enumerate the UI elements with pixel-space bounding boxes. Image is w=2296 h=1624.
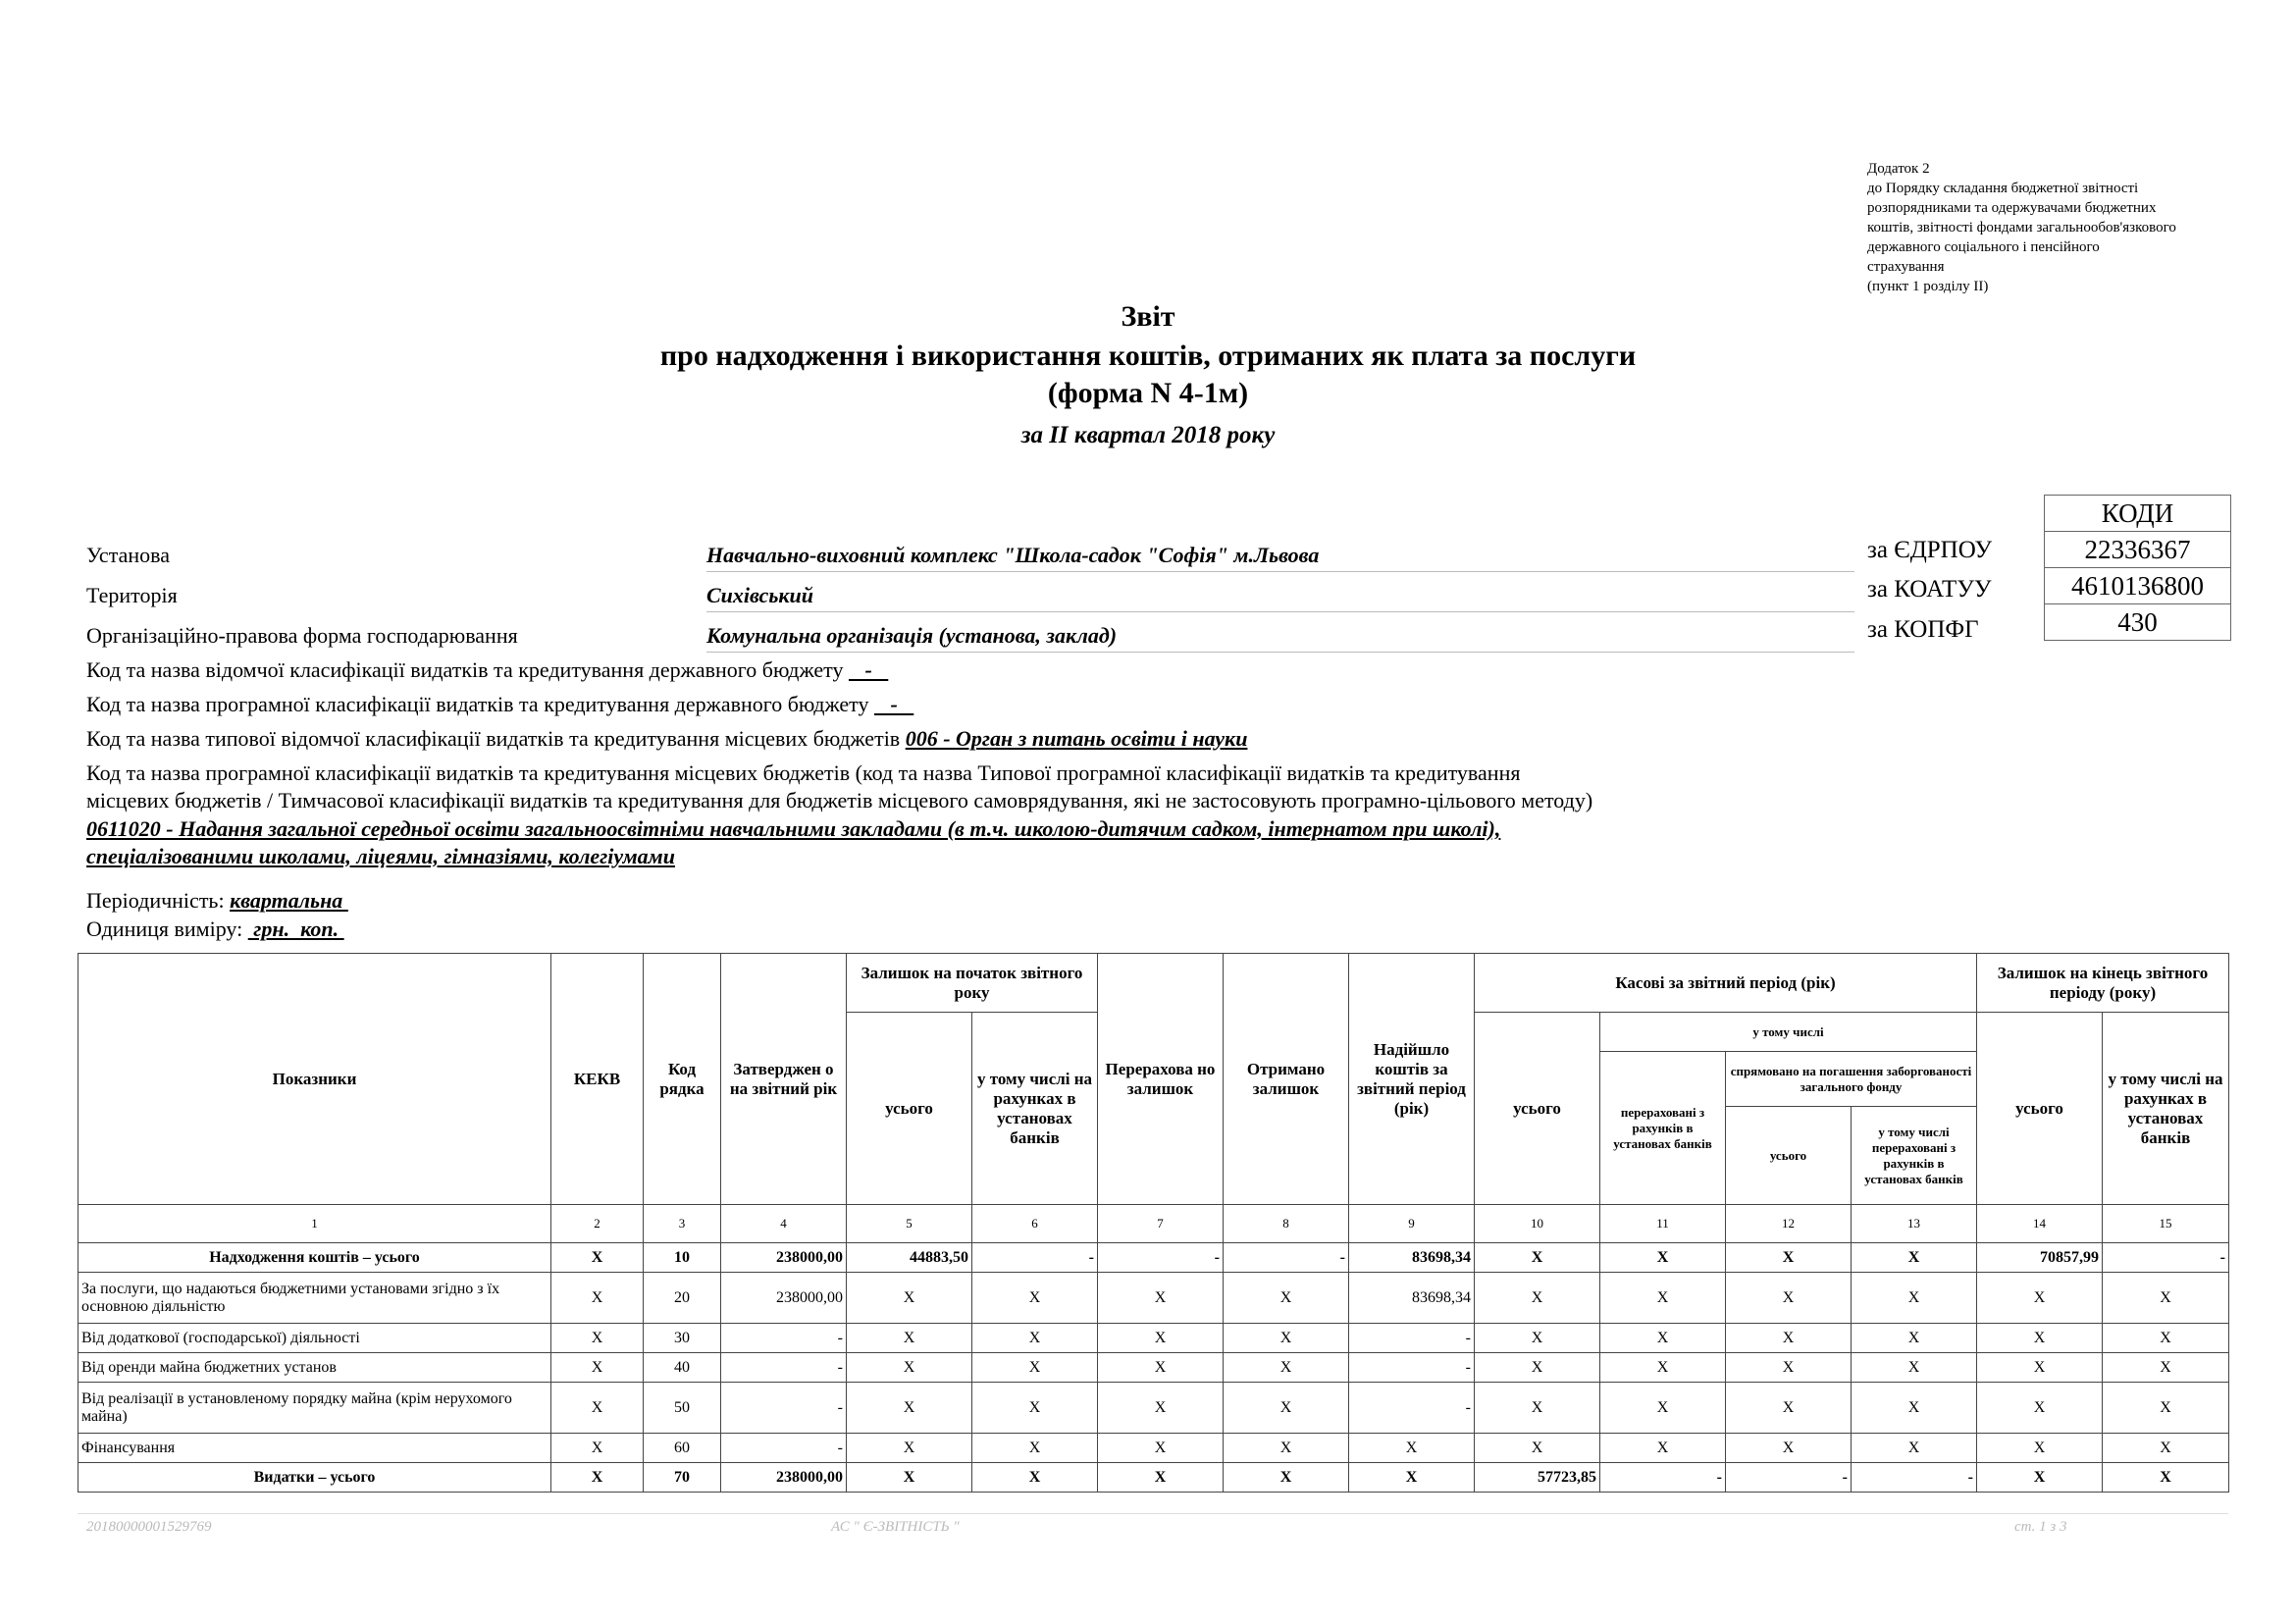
- table-cell: Х: [551, 1463, 644, 1493]
- table-cell: Х: [1098, 1463, 1224, 1493]
- table-row: [78, 1463, 2229, 1493]
- table-cell: Х: [1977, 1383, 2103, 1434]
- table-cell: -: [721, 1324, 847, 1353]
- column-number: 2: [551, 1205, 644, 1243]
- table-cell: Х: [972, 1324, 1098, 1353]
- header-start-total: усього: [847, 1013, 972, 1205]
- kopfg-code: 430: [2045, 604, 2231, 641]
- table-cell: 10: [644, 1243, 721, 1273]
- table-cell: Х: [1098, 1383, 1224, 1434]
- table-cell: Х: [1224, 1434, 1349, 1463]
- row-label: Надходження коштів – усього: [78, 1243, 551, 1273]
- table-cell: 83698,34: [1349, 1273, 1475, 1324]
- table-row: [78, 1434, 2229, 1463]
- footer-doc-id: 20180000001529769: [86, 1519, 212, 1535]
- report-title: Звіт: [1121, 300, 1175, 333]
- column-number: 1: [78, 1205, 551, 1243]
- edrpou-code: 22336367: [2045, 532, 2231, 568]
- codes-table: [2044, 495, 2231, 641]
- unit-label: Одиниця виміру:: [86, 917, 243, 941]
- column-number: 6: [972, 1205, 1098, 1243]
- appendix-line: до Порядку складання бюджетної звітності: [1867, 181, 2139, 196]
- table-cell: Х: [551, 1273, 644, 1324]
- local-prog-line-2: місцевих бюджетів / Тимчасової класифікації видатків та кредитування для бюджетів місцевого самоврядування, які не застосовують програмно-цільового методу): [86, 788, 1593, 812]
- table-cell: Х: [847, 1383, 972, 1434]
- footer-system: АС " Є-ЗВІТНІСТЬ ": [831, 1519, 960, 1535]
- table-cell: Х: [2103, 1273, 2229, 1324]
- table-cell: Х: [2103, 1383, 2229, 1434]
- territory-label: Територія: [86, 583, 178, 607]
- column-numbers-row: [78, 1205, 2229, 1243]
- local-prog-value-1: 0611020 - Надання загальної середньої освіти загальноосвітніми навчальними закладами (в т.ч. школою-дитячим садком, інтернатом при школі),: [86, 816, 1501, 841]
- header-transferred-banks: перераховані з рахунків в установах банків: [1600, 1052, 1726, 1205]
- codes-header: КОДИ: [2045, 496, 2231, 532]
- table-cell: Х: [1726, 1434, 1852, 1463]
- state-dept-label: Код та назва відомчої класифікації видатків та кредитування державного бюджету: [86, 657, 844, 682]
- table-cell: Х: [1224, 1383, 1349, 1434]
- appendix-line: коштів, звітності фондами загальнообов'язкового: [1867, 220, 2176, 236]
- table-cell: Х: [972, 1273, 1098, 1324]
- state-dept-value: -: [848, 657, 889, 682]
- local-prog-value-2: спеціалізованими школами, ліцеями, гімназіями, колегіумами: [86, 844, 675, 868]
- header-end-total: усього: [1977, 1013, 2103, 1205]
- table-cell: Х: [847, 1463, 972, 1493]
- table-cell: Х: [1977, 1353, 2103, 1383]
- table-cell: Х: [1726, 1324, 1852, 1353]
- column-number: 11: [1600, 1205, 1726, 1243]
- table-cell: 238000,00: [721, 1273, 847, 1324]
- table-cell: 83698,34: [1349, 1243, 1475, 1273]
- report-period: за ІІ квартал 2018 року: [1020, 422, 1276, 448]
- table-cell: -: [1224, 1243, 1349, 1273]
- column-number: 9: [1349, 1205, 1475, 1243]
- table-cell: Х: [1977, 1273, 2103, 1324]
- table-cell: Х: [1852, 1324, 1977, 1353]
- table-cell: Х: [1852, 1434, 1977, 1463]
- row-label: Від реалізації в установленому порядку майна (крім нерухомого майна): [78, 1383, 551, 1434]
- periodicity: [86, 888, 348, 914]
- state-prog-label: Код та назва програмної класифікації видатків та кредитування державного бюджету: [86, 692, 869, 716]
- org-form-label: Організаційно-правова форма господарювання: [86, 623, 518, 648]
- table-cell: Х: [1475, 1273, 1600, 1324]
- table-cell: Х: [2103, 1324, 2229, 1353]
- unit: [86, 917, 344, 942]
- row-label: Видатки – усього: [78, 1463, 551, 1493]
- table-cell: Х: [1977, 1324, 2103, 1353]
- header-debt-repayment: спрямовано на погашення заборгованості загального фонду: [1726, 1052, 1977, 1107]
- table-cell: 30: [644, 1324, 721, 1353]
- table-cell: Х: [972, 1383, 1098, 1434]
- koatuu-label: за КОАТУУ: [1867, 576, 1992, 602]
- table-cell: 50: [644, 1383, 721, 1434]
- table-cell: Х: [1852, 1383, 1977, 1434]
- header-row-code: Код рядка: [644, 954, 721, 1205]
- table-cell: Х: [1475, 1324, 1600, 1353]
- table-cell: -: [1852, 1463, 1977, 1493]
- table-cell: 57723,85: [1475, 1463, 1600, 1493]
- table-cell: Х: [847, 1273, 972, 1324]
- header-end-banks: у тому числі на рахунках в установах банків: [2103, 1013, 2229, 1205]
- table-row: [78, 1383, 2229, 1434]
- table-cell: Х: [1726, 1383, 1852, 1434]
- table-cell: -: [2103, 1243, 2229, 1273]
- column-number: 4: [721, 1205, 847, 1243]
- table-cell: Х: [551, 1353, 644, 1383]
- table-cell: -: [1349, 1383, 1475, 1434]
- header-balance-end: Залишок на кінець звітного періоду (року): [1977, 954, 2229, 1013]
- table-cell: Х: [2103, 1463, 2229, 1493]
- local-prog-line-1: Код та назва програмної класифікації видатків та кредитування місцевих бюджетів (код та назва Типової програмної класифікації видатків та кредитування: [86, 760, 1521, 785]
- header-debt-banks: у тому числі перераховані з рахунків в установах банків: [1852, 1107, 1977, 1205]
- table-cell: Х: [1600, 1353, 1726, 1383]
- table-cell: Х: [1098, 1353, 1224, 1383]
- table-cell: Х: [1098, 1273, 1224, 1324]
- column-number: 8: [1224, 1205, 1349, 1243]
- column-number: 5: [847, 1205, 972, 1243]
- table-row: [78, 1353, 2229, 1383]
- appendix-line: страхування: [1867, 259, 1945, 275]
- state-prog-classification: [86, 692, 913, 717]
- table-cell: Х: [847, 1324, 972, 1353]
- header-transferred: Перерахова но залишок: [1098, 954, 1224, 1205]
- table-cell: Х: [551, 1324, 644, 1353]
- row-label: За послуги, що надаються бюджетними установами згідно з їх основною діяльністю: [78, 1273, 551, 1324]
- table-cell: Х: [847, 1353, 972, 1383]
- table-cell: 238000,00: [721, 1463, 847, 1493]
- table-cell: -: [721, 1434, 847, 1463]
- table-cell: Х: [1726, 1353, 1852, 1383]
- periodicity-value: квартальна: [230, 888, 348, 913]
- table-cell: -: [972, 1243, 1098, 1273]
- table-cell: -: [1098, 1243, 1224, 1273]
- table-cell: Х: [551, 1243, 644, 1273]
- header-kekv: КЕКВ: [551, 954, 644, 1205]
- table-cell: Х: [1852, 1273, 1977, 1324]
- table-cell: 70857,99: [1977, 1243, 2103, 1273]
- table-row: [78, 1243, 2229, 1273]
- column-number: 15: [2103, 1205, 2229, 1243]
- table-cell: Х: [1224, 1273, 1349, 1324]
- header-incoming: Надійшло коштів за звітний період (рік): [1349, 954, 1475, 1205]
- org-form-value: Комунальна організація (установа, заклад): [706, 623, 1854, 653]
- report-table: [78, 953, 2229, 1493]
- appendix-line: розпорядниками та одержувачами бюджетних: [1867, 200, 2157, 216]
- local-dept-value: 006 - Орган з питань освіти і науки: [905, 726, 1248, 751]
- table-cell: Х: [1600, 1243, 1726, 1273]
- institution-label: Установа: [86, 543, 170, 567]
- header-including: у тому числі: [1600, 1013, 1977, 1052]
- table-cell: -: [721, 1353, 847, 1383]
- table-cell: -: [1600, 1463, 1726, 1493]
- column-number: 10: [1475, 1205, 1600, 1243]
- edrpou-label: за ЄДРПОУ: [1867, 537, 1993, 563]
- column-number: 12: [1726, 1205, 1852, 1243]
- table-cell: Х: [1475, 1353, 1600, 1383]
- table-cell: Х: [1224, 1324, 1349, 1353]
- row-label: Фінансування: [78, 1434, 551, 1463]
- local-dept-classification: [86, 726, 1247, 752]
- table-cell: 44883,50: [847, 1243, 972, 1273]
- table-cell: 60: [644, 1434, 721, 1463]
- table-cell: Х: [1852, 1243, 1977, 1273]
- table-cell: 20: [644, 1273, 721, 1324]
- footer-divider: [78, 1513, 2228, 1514]
- appendix-line: державного соціального і пенсійного: [1867, 239, 2100, 255]
- periodicity-label: Періодичність:: [86, 888, 225, 913]
- column-number: 13: [1852, 1205, 1977, 1243]
- appendix-line: (пункт 1 розділу ІІ): [1867, 279, 1989, 294]
- table-cell: Х: [1349, 1463, 1475, 1493]
- local-dept-label: Код та назва типової відомчої класифікації видатків та кредитування місцевих бюджетів: [86, 726, 901, 751]
- table-cell: Х: [972, 1463, 1098, 1493]
- row-label: Від оренди майна бюджетних установ: [78, 1353, 551, 1383]
- kopfg-label: за КОПФГ: [1867, 616, 1979, 643]
- table-cell: -: [1349, 1353, 1475, 1383]
- table-cell: Х: [551, 1434, 644, 1463]
- header-start-banks: у тому числі на рахунках в установах банків: [972, 1013, 1098, 1205]
- institution-value: Навчально-виховний комплекс "Школа-садок "Софія" м.Львова: [706, 543, 1854, 572]
- table-body: [78, 1243, 2229, 1493]
- table-cell: Х: [1726, 1273, 1852, 1324]
- table-cell: Х: [2103, 1434, 2229, 1463]
- table-cell: Х: [2103, 1353, 2229, 1383]
- table-cell: Х: [1600, 1324, 1726, 1353]
- table-row: [78, 1273, 2229, 1324]
- table-cell: Х: [847, 1434, 972, 1463]
- table-cell: Х: [972, 1434, 1098, 1463]
- appendix-note: [1867, 159, 2240, 296]
- unit-value: грн. коп.: [247, 917, 344, 941]
- table-cell: Х: [1726, 1243, 1852, 1273]
- header-balance-start: Залишок на початок звітного року: [847, 954, 1098, 1013]
- table-cell: -: [1349, 1324, 1475, 1353]
- report-subtitle: про надходження і використання коштів, отриманих як плата за послуги: [659, 340, 1637, 372]
- column-number: 14: [1977, 1205, 2103, 1243]
- table-cell: Х: [1224, 1463, 1349, 1493]
- header-indicators: Показники: [78, 954, 551, 1205]
- state-dept-classification: [86, 657, 888, 683]
- header-approved: Затверджен о на звітний рік: [721, 954, 847, 1205]
- column-number: 7: [1098, 1205, 1224, 1243]
- table-cell: Х: [1475, 1383, 1600, 1434]
- table-cell: Х: [1098, 1324, 1224, 1353]
- table-cell: Х: [1349, 1434, 1475, 1463]
- table-cell: Х: [972, 1353, 1098, 1383]
- table-cell: Х: [1600, 1434, 1726, 1463]
- table-cell: Х: [1852, 1353, 1977, 1383]
- header-received: Отримано залишок: [1224, 954, 1349, 1205]
- appendix-title: Додаток 2: [1867, 161, 1930, 177]
- header-cash: Касові за звітний період (рік): [1475, 954, 1977, 1013]
- column-number: 3: [644, 1205, 721, 1243]
- table-cell: Х: [1600, 1383, 1726, 1434]
- koatuu-code: 4610136800: [2045, 568, 2231, 604]
- table-cell: Х: [1475, 1434, 1600, 1463]
- table-cell: 238000,00: [721, 1243, 847, 1273]
- table-cell: Х: [1098, 1434, 1224, 1463]
- header-cash-total: усього: [1475, 1013, 1600, 1205]
- row-label: Від додаткової (господарської) діяльності: [78, 1324, 551, 1353]
- table-cell: -: [721, 1383, 847, 1434]
- header-debt-total: усього: [1726, 1107, 1852, 1205]
- table-cell: Х: [1224, 1353, 1349, 1383]
- table-row: [78, 1324, 2229, 1353]
- report-form: (форма N 4-1м): [1047, 377, 1249, 409]
- table-cell: 40: [644, 1353, 721, 1383]
- table-cell: Х: [1977, 1463, 2103, 1493]
- table-cell: Х: [1475, 1243, 1600, 1273]
- table-cell: 70: [644, 1463, 721, 1493]
- state-prog-value: -: [873, 692, 914, 716]
- table-cell: Х: [551, 1383, 644, 1434]
- table-cell: Х: [1600, 1273, 1726, 1324]
- footer-page: ст. 1 з 3: [2014, 1519, 2067, 1535]
- table-cell: Х: [1977, 1434, 2103, 1463]
- territory-value: Сихівський: [706, 583, 1854, 612]
- table-cell: -: [1726, 1463, 1852, 1493]
